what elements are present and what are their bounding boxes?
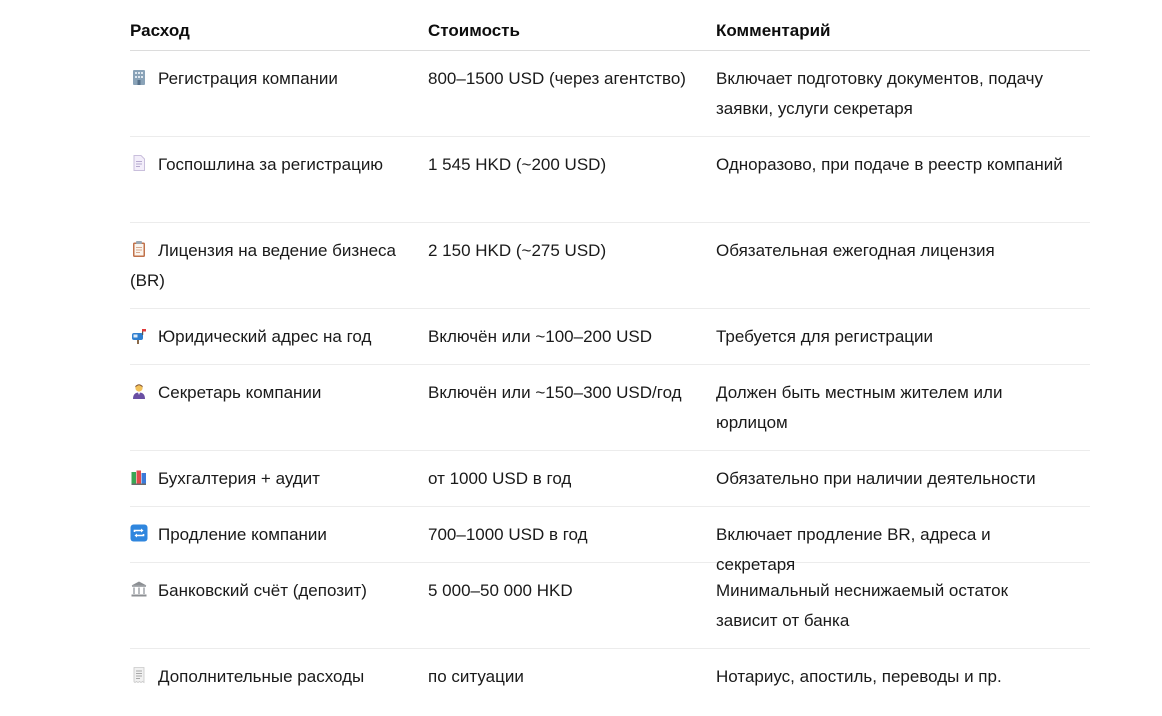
- comment-cell: Одноразово, при подаче в реестр компаний: [716, 155, 1063, 174]
- table-row: [130, 507, 1090, 574]
- comment-cell: Нотариус, апостиль, переводы и пр.: [716, 667, 1002, 686]
- expenses-table: [130, 0, 1090, 709]
- table-row: [130, 223, 1090, 309]
- expense-label: Лицензия на ведение бизнеса (BR): [130, 241, 397, 290]
- bank-icon: [130, 580, 148, 598]
- cost-cell: 2 150 HKD (~275 USD): [428, 241, 607, 260]
- header-comment: Комментарий: [716, 21, 831, 40]
- expense-label: Регистрация компании: [158, 69, 338, 88]
- cost-cell: 5 000–50 000 HKD: [428, 581, 573, 600]
- comment-cell: Минимальный неснижаемый остаток зависит от банка: [716, 581, 1009, 630]
- books-icon: [130, 468, 148, 486]
- expense-label: Госпошлина за регистрацию: [158, 155, 384, 174]
- table-row: [130, 649, 1090, 709]
- expense-label: Продление компании: [158, 525, 327, 544]
- expense-label: Банковский счёт (депозит): [158, 581, 367, 600]
- table-row: [130, 51, 1090, 137]
- expense-label: Бухгалтерия + аудит: [158, 469, 320, 488]
- expense-cell: [130, 51, 428, 94]
- cost-cell: Включён или ~150–300 USD/год: [428, 383, 682, 402]
- comment-cell: Требуется для регистрации: [716, 327, 934, 346]
- cost-cell: по ситуации: [428, 667, 524, 686]
- table-row: [130, 563, 1090, 649]
- receipt-icon: [130, 666, 148, 684]
- table-row: [130, 309, 1090, 365]
- comment-cell: Включает продление BR, адреса и секретаря: [716, 525, 991, 574]
- cost-cell: 1 545 HKD (~200 USD): [428, 155, 607, 174]
- cost-cell: от 1000 USD в год: [428, 469, 572, 488]
- comment-cell: Обязательная ежегодная лицензия: [716, 241, 995, 260]
- page-document-icon: [130, 154, 148, 172]
- table-row: [130, 137, 1090, 223]
- repeat-arrows-icon: [130, 524, 148, 542]
- office-worker-icon: [130, 382, 148, 400]
- office-building-icon: [130, 68, 148, 86]
- comment-cell: Должен быть местным жителем или юрлицом: [716, 383, 1003, 432]
- table-row: [130, 451, 1090, 507]
- header-cost: Стоимость: [428, 21, 520, 40]
- expense-cell: [130, 451, 428, 494]
- comment-cell: Включает подготовку документов, подачу заявки, услуги секретаря: [716, 69, 1044, 118]
- expense-cell: [130, 563, 428, 606]
- expense-cell: [130, 507, 428, 550]
- table-header-row: [130, 0, 1090, 51]
- cost-cell: 700–1000 USD в год: [428, 525, 588, 544]
- expense-label: Секретарь компании: [158, 383, 322, 402]
- cost-cell: 800–1500 USD (через агентство): [428, 69, 686, 88]
- mailbox-icon: [130, 326, 148, 344]
- clipboard-icon: [130, 240, 148, 258]
- table-row: [130, 365, 1090, 451]
- expense-cell: [130, 649, 428, 692]
- expense-cell: [130, 365, 428, 408]
- expense-cell: [130, 309, 428, 352]
- comment-cell: Обязательно при наличии деятельности: [716, 469, 1036, 488]
- expense-cell: [130, 137, 428, 180]
- expense-label: Дополнительные расходы: [158, 667, 365, 686]
- header-expense: Расход: [130, 21, 190, 40]
- cost-cell: Включён или ~100–200 USD: [428, 327, 653, 346]
- expense-cell: [130, 223, 428, 296]
- expense-label: Юридический адрес на год: [158, 327, 372, 346]
